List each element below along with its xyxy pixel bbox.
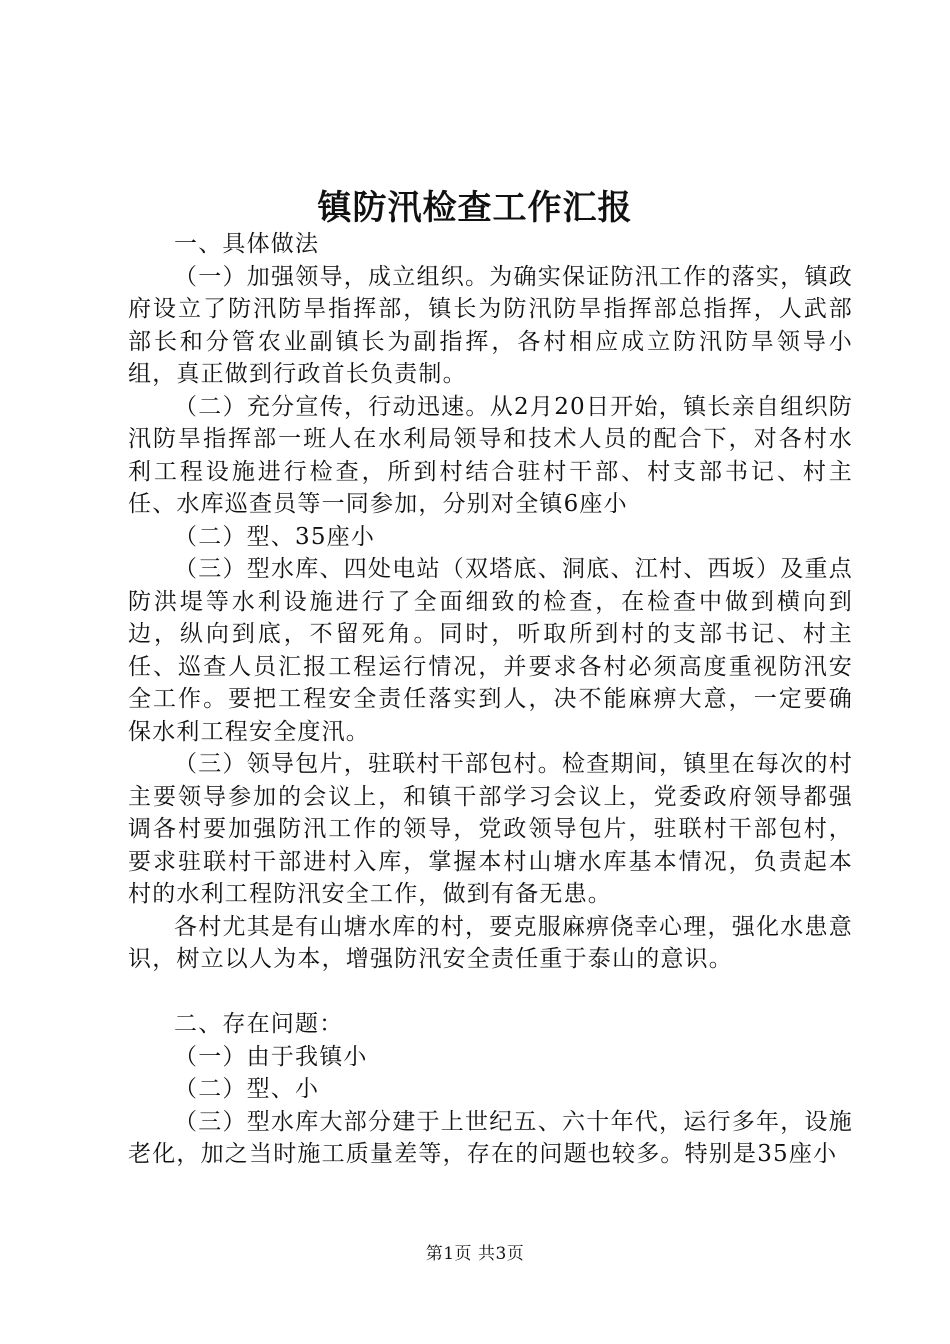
section-heading-1: 一、具体做法 [174, 231, 320, 257]
document-body [128, 228, 853, 1171]
paragraph: （三）型水库、四处电站（双塔底、洞底、江村、西坂）及重点防洪堤等水利设施进行了全面细致的检查，在检查中做到横向到边，纵向到底，不留死角。同时，听取所到村的支部书记、村主任、巡查人员汇报工程运行情况，并要求各村必须高度重视防汛安全工作。要把工程安全责任落实到人，决不能麻痹大意，一定要确保水利工程安全度汛。 [128, 556, 853, 745]
paragraph: 各村尤其是有山塘水库的村，要克服麻痹侥幸心理，强化水患意识，树立以人为本，增强防汛安全责任重于泰山的意识。 [128, 913, 853, 972]
document-title: 镇防汛检查工作汇报 [317, 188, 633, 228]
paragraph: （三）型水库大部分建于上世纪五、六十年代，运行多年，设施老化，加之当时施工质量差等，存在的问题也较多。特别是35座小 [128, 1108, 853, 1167]
paragraph: （二）型、小 [174, 1076, 320, 1102]
paragraph: （二）型、35座小 [174, 523, 376, 550]
section-heading-2: 二、存在问题： [174, 1011, 344, 1037]
paragraph: （一）加强领导，成立组织。为确实保证防汛工作的落实，镇政府设立了防汛防旱指挥部，镇长为防汛防旱指挥部总指挥，人武部部长和分管农业副镇长为副指挥，各村相应成立防汛防旱领导小组，真正做到行政首长负责制。 [128, 263, 853, 387]
paragraph: （一）由于我镇小 [174, 1043, 368, 1070]
paragraph-spacer [128, 976, 853, 1009]
paragraph: （三）领导包片，驻联村干部包村。检查期间，镇里在每次的村主要领导参加的会议上，和镇干部学习会议上，党委政府领导都强调各村要加强防汛工作的领导，党政领导包片，驻联村干部包村，要求驻联村干部进村入库，掌握本村山塘水库基本情况，负责起本村的水利工程防汛安全工作，做到有备无患。 [128, 751, 853, 907]
paragraph: （二）充分宣传，行动迅速。从2月20日开始，镇长亲自组织防汛防旱指挥部一班人在水利局领导和技术人员的配合下，对各村水利工程设施进行检查，所到村结合驻村干部、村支部书记、村主任、水库巡查员等一同参加，分别对全镇6座小 [128, 393, 853, 517]
page-number-footer: 第1页 共3页 [425, 1244, 525, 1264]
